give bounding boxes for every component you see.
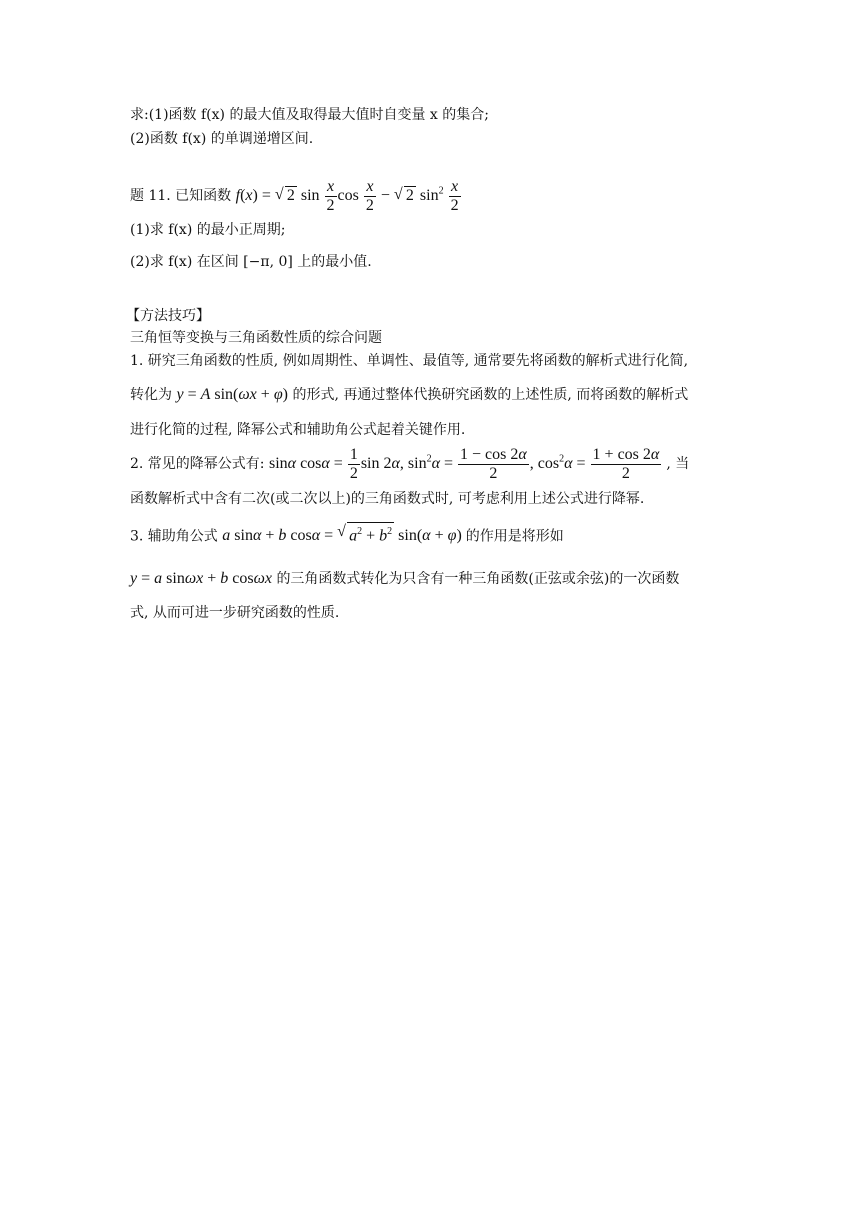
intro-line-1: 求:(1)函数 f(x) 的最大值及取得最大值时自变量 x 的集合; (130, 107, 489, 123)
general-form-formula: y = A sin(ωx + φ) (176, 386, 288, 403)
method-paragraph-2: 2. 常见的降幂公式有: sinα cosα = $\frac{1}{2}$ sin 2α, $\sin^2\alpha$ = $\frac{1 - \cos 2\alpha}{2}$ , $\cos^2\alpha$ = $\frac{1 + \cos 2\alpha}{2}$ , 当 (130, 446, 690, 482)
question-11-part-1: (1)求 f(x) 的最小正周期; (130, 222, 286, 238)
auxiliary-angle-formula: a sinα + b cosα = √ $a^2 + b^2$ sin(α + φ) (222, 527, 466, 544)
method-paragraph-3b: y = a sinωx + b cosωx 的三角函数式转化为只含有一种三角函数(正弦或余弦)的一次函数 (130, 570, 680, 587)
method-paragraph-3: 3. 辅助角公式 a sinα + b cosα = √ $a^2 + b^2$ sin(α + φ) 的作用是将形如 (130, 522, 564, 547)
power-reduction-formulas: sinα cosα = $\frac{1}{2}$ sin 2α, $\sin^2\alpha$ = $\frac{1 - \cos 2\alpha}{2}$ , $\cos^2\alpha$ = $\frac{1 + \cos 2\alpha}{2}$ (268, 446, 660, 482)
question-11-statement (130, 178, 462, 215)
method-paragraph-1a: 1. 研究三角函数的性质, 例如周期性、单调性、最值等, 通常要先将函数的解析式进行化简, (130, 353, 689, 369)
method-paragraph-1b: 转化为 y = A sin(ωx + φ) 的形式, 再通过整体代换研究函数的上述性质, 而将函数的解析式 (130, 386, 689, 403)
question-11-formula: f(x) = √ 2 sin $\frac{x}{2}$ cos $\frac{x}{2}$ − √ 2 $\sin^2$ $\frac{x}{2}$ (236, 187, 462, 204)
method-subheading: 三角恒等变换与三角函数性质的综合问题 (130, 330, 382, 346)
question-11-label: 题 11. 已知函数 (130, 188, 232, 205)
question-11-part-2: (2)求 f(x) 在区间 [−π, 0] 上的最小值. (130, 254, 372, 270)
method-paragraph-3c: 式, 从而可进一步研究函数的性质. (130, 605, 340, 621)
trig-expression-formula: y = a sinωx + b cosωx (130, 570, 272, 587)
method-paragraph-1c: 进行化简的过程, 降幂公式和辅助角公式起着关键作用. (130, 422, 466, 438)
method-paragraph-2b: 函数解析式中含有二次(或二次以上)的三角函数式时, 可考虑利用上述公式进行降幂. (130, 491, 645, 507)
method-heading: 【方法技巧】 (126, 308, 210, 324)
intro-line-2: (2)函数 f(x) 的单调递增区间. (130, 131, 314, 147)
